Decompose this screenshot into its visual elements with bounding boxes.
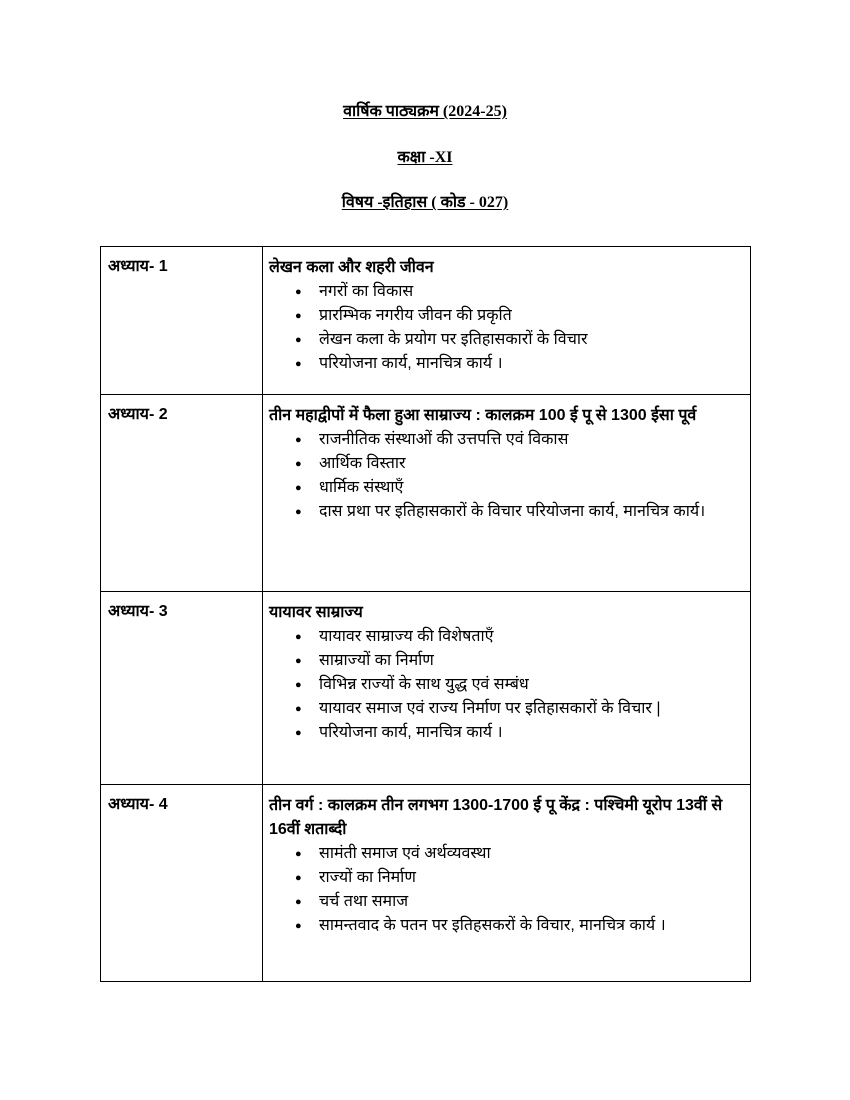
chapter-topic: यायावर साम्राज्य [269, 604, 363, 621]
chapter-label: अध्याय- 4 [101, 785, 263, 982]
list-item: ● राज्यों का निर्माण [319, 866, 744, 890]
list-item: ● प्रारम्भिक नगरीय जीवन की प्रकृति [319, 304, 744, 328]
syllabus-title: वार्षिक पाठ्यक्रम (2024-25) [343, 103, 507, 120]
chapter-topic: लेखन कला और शहरी जीवन [269, 259, 434, 276]
list-item: ● परियोजना कार्य, मानचित्र कार्य । [319, 352, 744, 376]
list-item: ● यायावर साम्राज्य की विशेषताएँ [319, 625, 744, 649]
list-item: ● लेखन कला के प्रयोग पर इतिहासकारों के विचार [319, 328, 744, 352]
chapter-topic: तीन वर्ग : कालक्रम तीन लगभग 1300-1700 ई पू केंद्र : पश्चिमी यूरोप 13वीं से 16वीं शताब्दी [269, 797, 723, 838]
list-item: ● दास प्रथा पर इतिहासकारों के विचार परियोजना कार्य, मानचित्र कार्य। [319, 500, 744, 524]
list-item: ● परियोजना कार्य, मानचित्र कार्य । [319, 721, 744, 745]
chapter-row [101, 247, 751, 395]
chapter-label: अध्याय- 1 [101, 247, 263, 395]
chapter-content [263, 785, 751, 982]
list-item: ● साम्राज्यों का निर्माण [319, 649, 744, 673]
chapter-content [263, 247, 751, 395]
subject-heading: विषय -इतिहास ( कोड - 027) [341, 194, 509, 211]
list-item: ● सामन्तवाद के पतन पर इतिहसकरों के विचार, मानचित्र कार्य । [319, 914, 744, 938]
chapter-points [269, 280, 744, 376]
list-item: ● आर्थिक विस्तार [319, 452, 744, 476]
chapter-row [101, 785, 751, 982]
chapter-topic: तीन महाद्वीपों में फैला हुआ साम्राज्य : कालक्रम 100 ई पू से 1300 ईसा पूर्व [269, 407, 697, 424]
list-item: ● विभिन्न राज्यों के साथ युद्ध एवं सम्बंध [319, 673, 744, 697]
chapter-content [263, 592, 751, 785]
list-item: ● सामंती समाज एवं अर्थव्यवस्था [319, 842, 744, 866]
list-item: ● यायावर समाज एवं राज्य निर्माण पर इतिहासकारों के विचार | [319, 697, 744, 721]
chapter-row [101, 395, 751, 592]
chapter-label: अध्याय- 2 [101, 395, 263, 592]
chapter-label: अध्याय- 3 [101, 592, 263, 785]
list-item: ● चर्च तथा समाज [319, 890, 744, 914]
class-heading: कक्षा -XI [397, 149, 453, 166]
chapter-points [269, 842, 744, 938]
syllabus-table [100, 246, 751, 982]
list-item: ● नगरों का विकास [319, 280, 744, 304]
chapter-row [101, 592, 751, 785]
chapter-points [269, 625, 744, 745]
list-item: ● धार्मिक संस्थाएँ [319, 476, 744, 500]
list-item: ● राजनीतिक संस्थाओं की उत्तपत्ति एवं विकास [319, 428, 744, 452]
chapter-points [269, 428, 744, 524]
chapter-content [263, 395, 751, 592]
